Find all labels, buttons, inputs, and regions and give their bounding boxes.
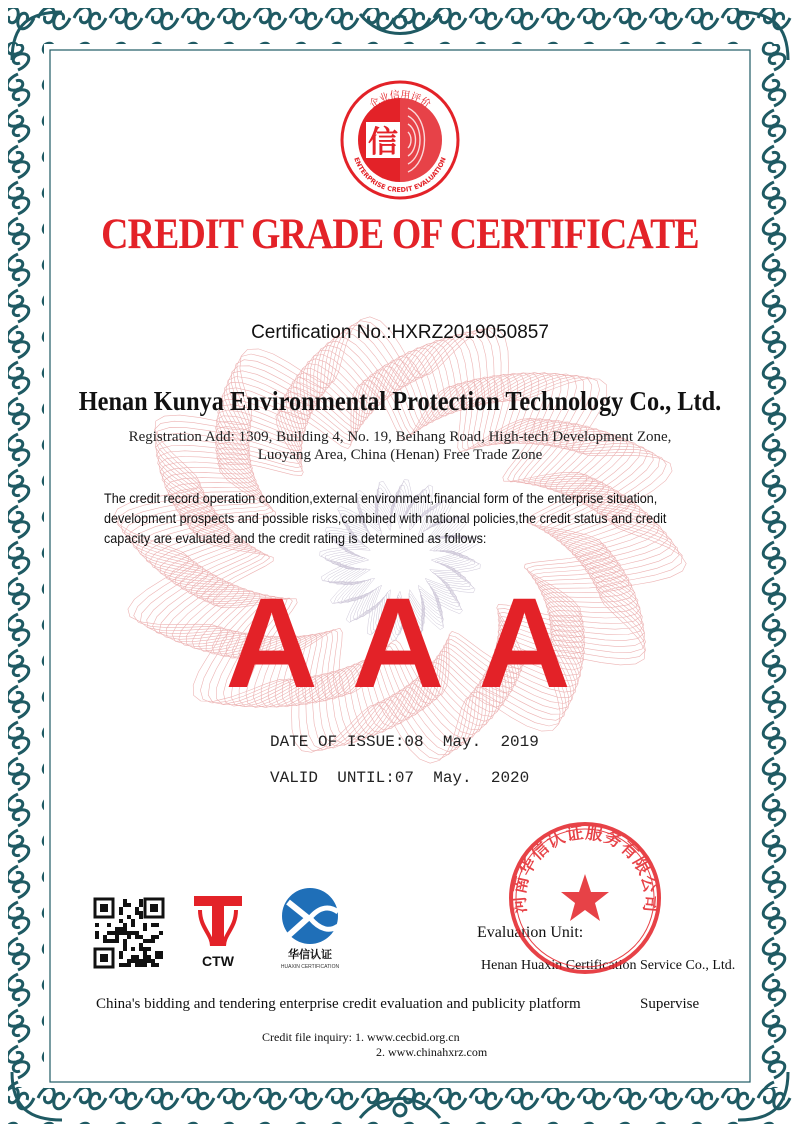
qr-cell [143, 947, 147, 951]
qr-cell [143, 963, 147, 967]
qr-cell [139, 943, 143, 947]
address-line-2: Luoyang Area, China (Henan) Free Trade Zone [257, 447, 543, 463]
company-name: Henan Kunya Environmental Protection Technology Co., Ltd. [78, 386, 722, 416]
qr-cell [123, 903, 127, 907]
seal-text: 河南华信认证服务有限公司 [509, 823, 661, 914]
qr-cell [143, 927, 147, 931]
qr-cell [131, 947, 135, 951]
qr-cell [143, 923, 147, 927]
qr-cell [135, 931, 139, 935]
qr-cell [127, 915, 131, 919]
qr-cell [115, 939, 119, 943]
qr-cell [115, 931, 119, 935]
qr-cell [135, 907, 139, 911]
qr-cell [147, 959, 151, 963]
qr-cell [127, 935, 131, 939]
qr-cell [159, 951, 163, 955]
qr-cell [151, 939, 155, 943]
qr-cell [143, 939, 147, 943]
qr-cell [139, 963, 143, 967]
qr-cell [119, 931, 123, 935]
qr-cell [159, 955, 163, 959]
platform-name: China's bidding and tendering enterprise credit evaluation and publicity platform [96, 996, 581, 1012]
qr-cell [103, 935, 107, 939]
qr-cell [119, 927, 123, 931]
qr-cell [123, 939, 127, 943]
qr-cell [119, 911, 123, 915]
qr-cell [95, 923, 99, 927]
evaluation-unit-name: Henan Huaxin Certification Service Co., Ltd. [481, 958, 736, 973]
qr-cell [155, 951, 159, 955]
qr-cell [123, 899, 127, 903]
qr-cell [123, 931, 127, 935]
certification-number: Certification No.:HXRZ2019050857 [251, 322, 549, 343]
qr-cell [135, 935, 139, 939]
address-line-1: Registration Add: 1309, Building 4, No. 19, Beihang Road, High-tech Development Zone, [128, 429, 672, 445]
qr-cell [123, 963, 127, 967]
qr-cell [115, 927, 119, 931]
qr-cell [107, 931, 111, 935]
qr-code-icon [92, 896, 166, 970]
credit-evaluation-logo [338, 78, 462, 202]
certificate-title: CREDIT GRADE OF CERTIFICATE [101, 211, 699, 258]
qr-cell [135, 959, 139, 963]
qr-cell [139, 899, 143, 903]
qr-cell [111, 931, 115, 935]
ctw-label: CTW [202, 953, 234, 969]
qr-cell [135, 955, 139, 959]
qr-cell [119, 907, 123, 911]
qr-cell [127, 963, 131, 967]
qr-cell [135, 963, 139, 967]
qr-cell [139, 915, 143, 919]
qr-cell [123, 927, 127, 931]
qr-cell [139, 947, 143, 951]
qr-cell [147, 939, 151, 943]
qr-cell [123, 943, 127, 947]
qr-cell [143, 955, 147, 959]
qr-cell [127, 959, 131, 963]
qr-cell [115, 935, 119, 939]
huaxin-logo-icon [274, 884, 346, 972]
qr-cell [123, 947, 127, 951]
qr-cell [151, 959, 155, 963]
evaluation-description: The credit record operation condition,external environment,financial form of the enterprise situation, development prospects and possible risks,combined with national policies,the credit status and credit capacity are evaluated and the credit rating is determined as follows: [104, 490, 667, 546]
inquiry-line-2: 2. www.chinahxrz.com [376, 1045, 488, 1059]
registration-address [0, 428, 800, 464]
qr-cell [131, 919, 135, 923]
date-of-issue: DATE OF ISSUE:08 May. 2019 [270, 733, 539, 751]
qr-cell [135, 911, 139, 915]
valid-until: VALID UNTIL:07 May. 2020 [270, 769, 530, 787]
qr-cell [155, 923, 159, 927]
qr-cell [147, 955, 151, 959]
qr-cell [131, 923, 135, 927]
qr-cell [139, 903, 143, 907]
logo-arc-top-text: 企业信用评价 [367, 89, 433, 111]
huaxin-sub-label: HUAXIN CERTIFICATION [280, 964, 340, 970]
logo-arc-bottom-text: ENTERPRISE CREDIT EVALUATION [352, 156, 448, 195]
qr-cell [127, 903, 131, 907]
qr-cell [143, 951, 147, 955]
qr-cell [155, 955, 159, 959]
qr-cell [119, 963, 123, 967]
qr-cell [139, 911, 143, 915]
qr-cell [111, 939, 115, 943]
qr-cell [119, 919, 123, 923]
qr-cell [119, 955, 123, 959]
credit-grade: AAA [225, 572, 605, 715]
qr-cell [151, 923, 155, 927]
qr-cell [131, 959, 135, 963]
qr-cell [127, 931, 131, 935]
supervise-label: Supervise [640, 996, 700, 1012]
qr-cell [151, 935, 155, 939]
inquiry-line-1: Credit file inquiry: 1. www.cecbid.org.cn [262, 1030, 460, 1044]
qr-cell [151, 963, 155, 967]
evaluation-unit-label: Evaluation Unit: [477, 924, 584, 941]
qr-cell [139, 935, 143, 939]
credit-file-inquiry [262, 1030, 487, 1060]
qr-cell [107, 923, 111, 927]
qr-cell [155, 935, 159, 939]
logo-char: 信 [368, 125, 398, 160]
qr-cell [103, 939, 107, 943]
qr-cell [143, 959, 147, 963]
qr-cell [131, 955, 135, 959]
ctw-logo-icon [188, 888, 248, 970]
huaxin-label: 华信认证 [288, 948, 332, 961]
qr-cell [159, 931, 163, 935]
qr-cell [131, 931, 135, 935]
qr-cell [95, 931, 99, 935]
qr-cell [119, 951, 123, 955]
qr-cell [95, 935, 99, 939]
qr-cell [107, 939, 111, 943]
qr-cell [139, 959, 143, 963]
qr-cell [155, 963, 159, 967]
company-seal-stamp [505, 818, 665, 978]
qr-cell [147, 947, 151, 951]
qr-cell [123, 923, 127, 927]
